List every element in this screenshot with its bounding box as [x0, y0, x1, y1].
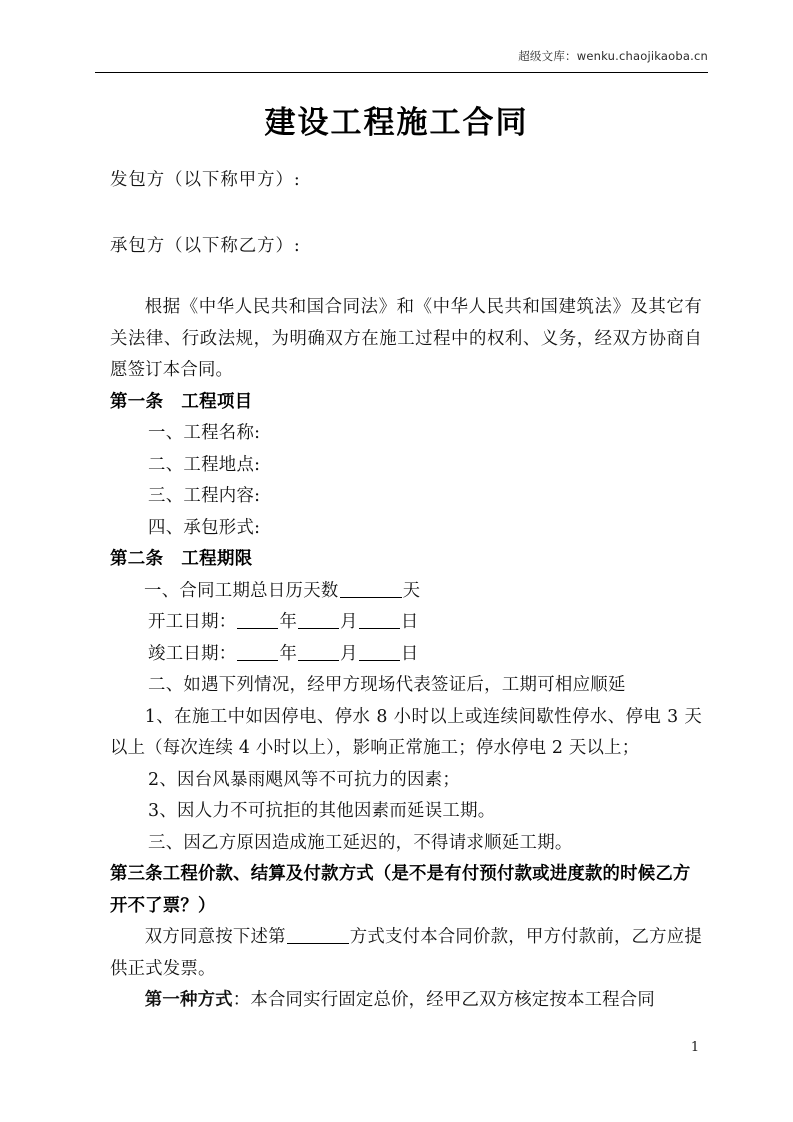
payment-intro-suffix: 方式支付本合同价款，甲方付款前，乙方应提供正式发票。 [110, 927, 702, 979]
end-year-unit: 年 [279, 643, 298, 664]
clause-2-sub-3: 3、因人力不可抗拒的其他因素而延误工期。 [148, 801, 496, 821]
end-day-blank[interactable] [359, 660, 400, 661]
start-year-unit: 年 [279, 612, 298, 632]
clause-1-item-2: 二、工程地点: [148, 454, 261, 475]
clause-2-heading [110, 544, 702, 576]
clause-3-title: 工程价款、结算及付款方式（是不是有付预付款或进度款的时候乙方开不了票？） [110, 864, 691, 916]
payment-method-1-label: 第一种方式 [144, 990, 233, 1010]
clause-2-item-3: 三、因乙方原因造成施工延迟的，不得请求顺延工期。 [148, 832, 573, 853]
clause-2-item-2: 二、如遇下列情况，经甲方现场代表签证后，工期可相应顺延 [148, 675, 626, 695]
clause-1-title: 工程项目 [181, 391, 253, 412]
clause-1-item-4: 四、承包形式: [148, 517, 261, 538]
total-days-blank[interactable] [340, 597, 402, 598]
preamble-spacer [110, 262, 702, 292]
payment-intro-prefix: 双方同意按下述第 [144, 927, 286, 947]
start-date-line [110, 607, 702, 639]
total-days-unit: 天 [402, 580, 421, 601]
payment-intro-paragraph [110, 922, 702, 985]
clause-1-item-1: 一、工程名称: [148, 423, 261, 443]
start-year-blank[interactable] [237, 628, 278, 629]
clause-1-number: 第一条 [110, 391, 164, 412]
end-month-unit: 月 [340, 643, 358, 664]
preamble-paragraph: 根据《中华人民共和国合同法》和《中华人民共和国建筑法》及其它有关法律、行政法规，为明确双方在施工过程中的权利、义务，经双方协商自愿签订本合同。 [110, 297, 702, 380]
page-header [95, 48, 708, 74]
total-days-label: 一、合同工期总日历天数 [144, 580, 339, 601]
clause-3-number: 第三条 [110, 864, 163, 884]
start-day-unit: 日 [400, 612, 419, 632]
payment-method-1-text: ：本合同实行固定总价，经甲乙双方核定按本工程合同 [232, 990, 655, 1010]
party-b-line: 承包方（以下称乙方）: [110, 235, 301, 256]
payment-method-1-paragraph [110, 985, 702, 1017]
clause-1-heading [110, 387, 702, 419]
clause-2-item-1 [110, 576, 702, 608]
end-day-unit: 日 [400, 643, 419, 664]
start-date-label: 开工日期： [148, 612, 237, 632]
clause-2-sub-2: 2、因台风暴雨飓风等不可抗力的因素； [148, 769, 461, 790]
clause-1-item-3: 三、工程内容: [148, 486, 261, 506]
start-month-unit: 月 [340, 612, 358, 632]
clause-2-number: 第二条 [110, 549, 164, 569]
clause-2-sub-1: 1、在施工中如因停电、停水 8 小时以上或连续间歇性停水、停电 3 天以上（每次连续 4 小时以上），影响正常施工；停水停电 2 天以上； [110, 706, 702, 758]
clause-3-heading [110, 859, 702, 922]
end-date-label: 竣工日期： [148, 643, 237, 664]
end-year-blank[interactable] [237, 660, 278, 661]
page-number-value: 1 [690, 1040, 700, 1055]
header-watermark-text: 超级文库：wenku.chaojikaoba.cn [518, 49, 708, 63]
end-date-line [110, 639, 702, 671]
document-title: 建设工程施工合同 [264, 105, 529, 141]
clause-2-title: 工程期限 [181, 549, 253, 569]
start-day-blank[interactable] [359, 628, 400, 629]
document-body [110, 165, 702, 1017]
party-spacer [110, 197, 702, 231]
start-month-blank[interactable] [298, 628, 339, 629]
party-a-line: 发包方（以下称甲方）: [110, 170, 301, 190]
page-footer [0, 1040, 793, 1055]
end-month-blank[interactable] [298, 660, 339, 661]
payment-method-blank[interactable] [287, 943, 349, 944]
header-divider-rule [95, 72, 708, 73]
